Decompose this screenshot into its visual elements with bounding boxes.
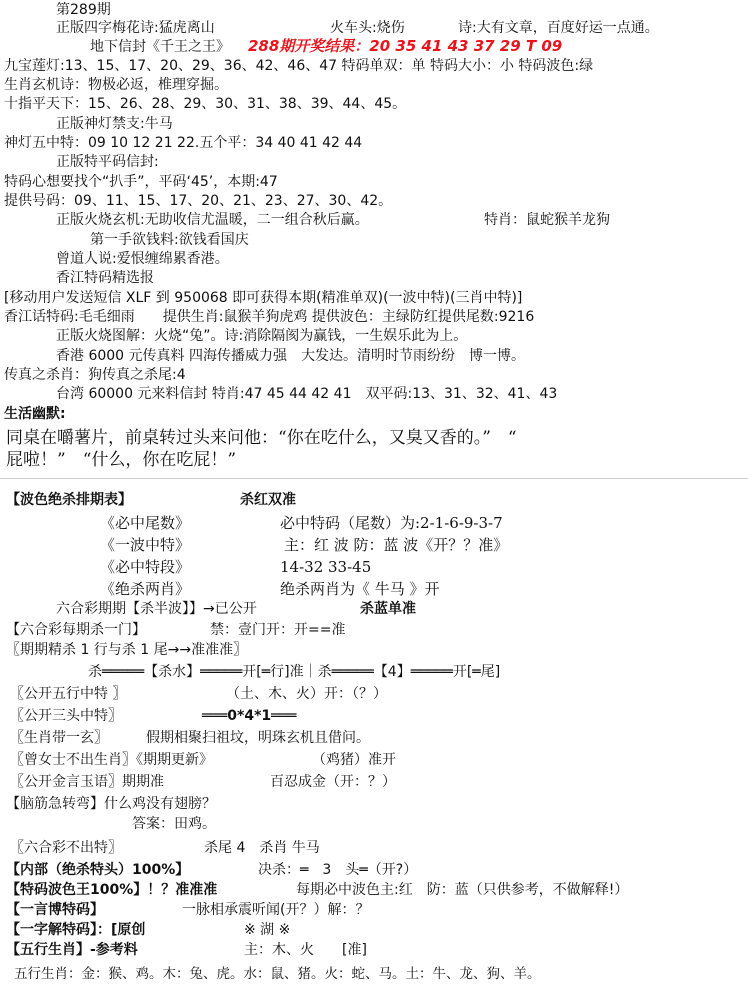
hk-fax: 香港 6000 元传真料 四海传播威力强 大发达。清明时节雨纷纷 博一博。 — [56, 348, 525, 364]
zodiac-mystery-value: 假期相聚扫祖坟，明珠玄机且借问。 — [146, 730, 370, 746]
tail-value: 必中特码（尾数）为:2-1-6-9-3-7 — [280, 514, 503, 532]
riddle-answer: 答案：田鸡。 — [132, 816, 216, 832]
five-element-value: （土、木、火）开：（？） — [226, 686, 387, 702]
five-zodiac-list: 五行生肖：金：猴、鸡。木：兔、虎。水：鼠、猪。火：蛇、马。土：牛、龙、狗、羊。 — [14, 966, 541, 982]
lotus-lamp: 九宝莲灯:13、15、17、20、29、36、42、46、47 特码单双：单 特码大小：小 特码波色:绿 — [4, 58, 594, 74]
joke-line-2: 屁啦！” “什么，你在吃屁！” — [6, 450, 237, 470]
humor-heading: 生活幽默: — [4, 406, 66, 422]
sms-notice: [移动用户发送短信 XLF 到 950068 即可获得本期(精准单双)(一波中特)(三肖中特)] — [4, 290, 523, 306]
kill-red-even: 杀红双准 — [240, 492, 296, 508]
special-zodiac: 特肖：鼠蛇猴羊龙狗 — [484, 212, 610, 228]
three-head-value: ═══0*4*1═══ — [202, 708, 297, 724]
five-zodiac-value: 主：木、火 [准] — [244, 942, 367, 958]
two-kill-label: 《绝杀两肖》 — [100, 580, 191, 598]
thief-hint: 特码心想要找个“扒手”，平码‘45’，本期:47 — [4, 174, 278, 190]
zodiac-mystery-label: 〖生肖带一玄〗 — [10, 730, 108, 746]
fire-mystery: 正版火烧玄机:无助收信尤温暖，二一组合秋后赢。 — [56, 212, 369, 228]
riddle: 【脑筋急转弯】什么鸡没有翅膀？ — [6, 796, 216, 812]
three-head-label: 〖公开三头中特〗 — [10, 708, 122, 724]
kill-row-tail: 〖期期精杀 1 行与杀 1 尾→→准准准〗 — [6, 642, 248, 658]
kill-gate-value: 禁：壹门开：开==准 — [210, 622, 346, 638]
internal-kill-value: 决杀：═ 3 头═（开?） — [258, 862, 418, 878]
fire-diagram: 正版火烧图解：火烧“兔”。诗:消除隔阂为赢钱，一生娱乐此为上。 — [56, 328, 468, 344]
previous-result: 288期开奖结果：20 35 41 43 37 29 T 09 — [248, 37, 563, 55]
wave-king-value: 每期必中波色主:红 防：蓝（只供参考，不做解释!） — [296, 882, 629, 898]
two-kill-value: 绝杀两肖为《 牛马 》开 — [280, 580, 440, 598]
internal-kill-label: 【内部（绝杀特头）100%】 — [6, 862, 190, 878]
wave-kill-title: 【波色绝杀排期表】 — [6, 492, 132, 508]
no-special-label: 〖六合彩不出特〗 — [10, 840, 122, 856]
one-char-value: ※ 湖 ※ — [244, 922, 291, 938]
underground-envelope: 地下信封《千王之王》 — [90, 39, 230, 55]
kill-formula: 杀═════【杀水】═════开[═行]准｜杀═════【4】═════开[═尾] — [88, 664, 501, 680]
divider — [0, 478, 748, 479]
one-word-bet-label: 【一言博特码】 — [6, 902, 104, 918]
issue-number: 第289期 — [56, 2, 111, 18]
tail-label: 《必中尾数》 — [100, 514, 191, 532]
zodiac-poem: 生肖玄机诗：物极必返，椎理穿掘。 — [4, 77, 228, 93]
first-hand: 第一手欲钱料:欲钱看国庆 — [90, 232, 249, 248]
segment-label: 《必中特段》 — [100, 558, 191, 576]
fax-kill: 传真之杀肖：狗传真之杀尾:4 — [4, 367, 186, 383]
flat-envelope: 正版特平码信封: — [56, 154, 159, 170]
poem-line: 诗:大有文章，百度好运一点通。 — [458, 20, 659, 36]
train-head: 火车头:烧伤 — [330, 20, 405, 36]
golden-words-value: 百忍成金（开：？） — [270, 774, 396, 790]
provided-numbers: 提供号码：09、11、15、17、20、21、23、27、30、42。 — [4, 193, 393, 209]
one-word-bet-value: 一脉相承震听闻(开？）解：？ — [182, 902, 370, 918]
ms-zeng-value: （鸡猪）准开 — [312, 752, 396, 768]
lamp-five: 神灯五中特：09 10 12 21 22.五个平：34 40 41 42 44 — [4, 135, 363, 151]
ten-fingers: 十指平天下：15、26、28、29、30、31、38、39、44、45。 — [4, 96, 407, 112]
hk-report: 香江特码精选报 — [56, 270, 154, 286]
kill-gate-label: 【六合彩每期杀一门】 — [6, 622, 146, 638]
hk-talk: 香江话特码:毛毛细雨 提供生肖:鼠猴羊狗虎鸡 提供波色：主绿防红提供尾数:9216 — [4, 309, 535, 325]
plum-poem: 正版四字梅花诗:猛虎离山 — [56, 20, 215, 36]
five-zodiac-label: 【五行生肖】-参考料 — [6, 942, 138, 958]
wave-value: 主：红 波 防：蓝 波《开？？准》 — [284, 536, 509, 554]
kill-blue-odd: 杀蓝单准 — [360, 601, 416, 617]
one-char-label: 【一字解特码】：[原创 — [6, 922, 146, 938]
five-element-label: 〖公开五行中特 〗 — [10, 686, 127, 702]
zeng-says: 曾道人说:爱恨缠绵累香港。 — [56, 251, 229, 267]
wave-label: 《一波中特》 — [100, 536, 191, 554]
segment-value: 14-32 33-45 — [280, 558, 372, 576]
no-special-value: 杀尾 4 杀肖 牛马 — [204, 840, 320, 856]
joke-line-1: 同桌在嚼薯片，前桌转过头来问他：“你在吃什么，又臭又香的。” “ — [6, 428, 517, 448]
half-wave: 六合彩期期【杀半波】】→已公开 — [56, 601, 257, 617]
lamp-forbidden: 正版神灯禁支:牛马 — [56, 116, 173, 132]
golden-words-label: 〖公开金言玉语〗期期准 — [10, 774, 164, 790]
taiwan-envelope: 台湾 60000 元来料信封 特肖:47 45 44 42 41 双平码:13、31、32、41、43 — [56, 386, 558, 402]
ms-zeng-label: 〖曾女士不出生肖〗《期期更新》 — [10, 752, 213, 768]
wave-king-label: 【特码波色王100%】！？准准准 — [6, 882, 218, 898]
